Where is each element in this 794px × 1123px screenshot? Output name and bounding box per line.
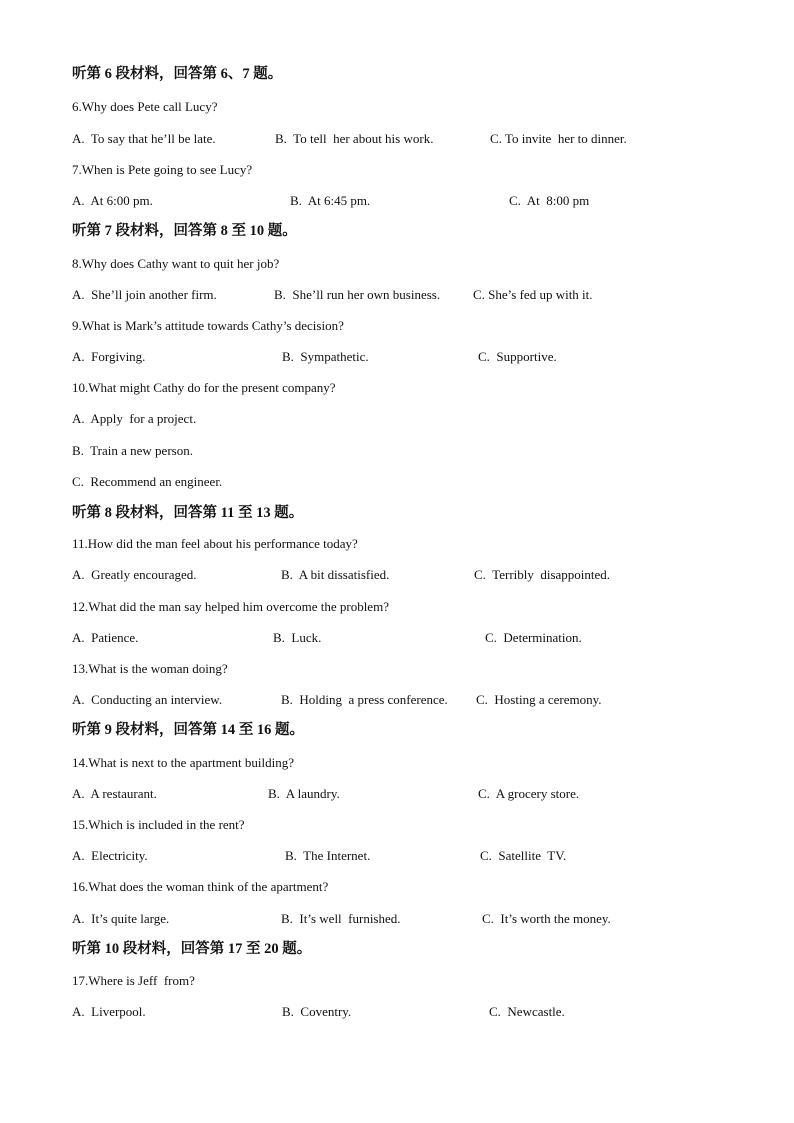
option-c: C. Terribly disappointed. [474,567,611,582]
option-a: A. A restaurant. [72,786,157,801]
option-a: A. Liverpool. [72,1004,146,1019]
question-text: 16.What does the woman think of the apartment? [72,879,329,894]
section-heading: 听第 9 段材料，回答第 14 至 16 题。 [72,722,304,738]
option-a: A. Forgiving. [72,349,146,364]
question-text: 14.What is next to the apartment building? [72,755,295,770]
option-a: A. She’ll join another firm. [72,287,217,302]
option-a: A. Apply for a project. [72,411,197,426]
option-b: B. Coventry. [282,1004,352,1019]
option-b: B. A bit dissatisfied. [281,567,390,582]
option-c: C. Hosting a ceremony. [476,692,602,707]
option-a: A. Conducting an interview. [72,692,223,707]
option-c: C. She’s fed up with it. [473,287,593,302]
option-c: C. Supportive. [478,349,557,364]
question-text: 6.Why does Pete call Lucy? [72,99,218,114]
option-b: B. A laundry. [268,786,340,801]
option-c: C. It’s worth the money. [482,911,611,926]
section-heading: 听第 7 段材料，回答第 8 至 10 题。 [72,223,297,239]
question-text: 7.When is Pete going to see Lucy? [72,162,253,177]
option-a: A. At 6:00 pm. [72,193,153,208]
option-c: C. Determination. [485,630,582,645]
section-heading: 听第 8 段材料，回答第 11 至 13 题。 [72,505,304,521]
question-text: 11.How did the man feel about his performance today? [72,536,358,551]
option-c: C. To invite her to dinner. [490,131,627,146]
question-text: 10.What might Cathy do for the present company? [72,380,336,395]
option-a: A. To say that he’ll be late. [72,131,216,146]
option-c: C. Recommend an engineer. [72,474,223,489]
option-b: B. Holding a press conference. [281,692,448,707]
option-c: C. Newcastle. [489,1004,565,1019]
option-b: B. She’ll run her own business. [274,287,441,302]
option-b: B. Sympathetic. [282,349,369,364]
section-heading: 听第 10 段材料，回答第 17 至 20 题。 [72,941,312,957]
option-b: B. To tell her about his work. [275,131,434,146]
option-c: C. At 8:00 pm [509,193,590,208]
option-a: A. Greatly encouraged. [72,567,197,582]
question-text: 9.What is Mark’s attitude towards Cathy’s decision? [72,318,344,333]
question-text: 13.What is the woman doing? [72,661,228,676]
option-a: A. Patience. [72,630,139,645]
option-b: B. It’s well furnished. [281,911,401,926]
question-text: 8.Why does Cathy want to quit her job? [72,256,280,271]
section-heading: 听第 6 段材料，回答第 6、7 题。 [72,66,283,82]
option-b: B. Luck. [273,630,322,645]
option-a: A. It’s quite large. [72,911,170,926]
question-text: 15.Which is included in the rent? [72,817,245,832]
option-c: C. A grocery store. [478,786,580,801]
option-c: C. Satellite TV. [480,848,567,863]
question-text: 17.Where is Jeff from? [72,973,195,988]
option-a: A. Electricity. [72,848,148,863]
option-b: B. At 6:45 pm. [290,193,371,208]
question-text: 12.What did the man say helped him overcome the problem? [72,599,389,614]
option-b: B. The Internet. [285,848,371,863]
option-b: B. Train a new person. [72,443,193,458]
